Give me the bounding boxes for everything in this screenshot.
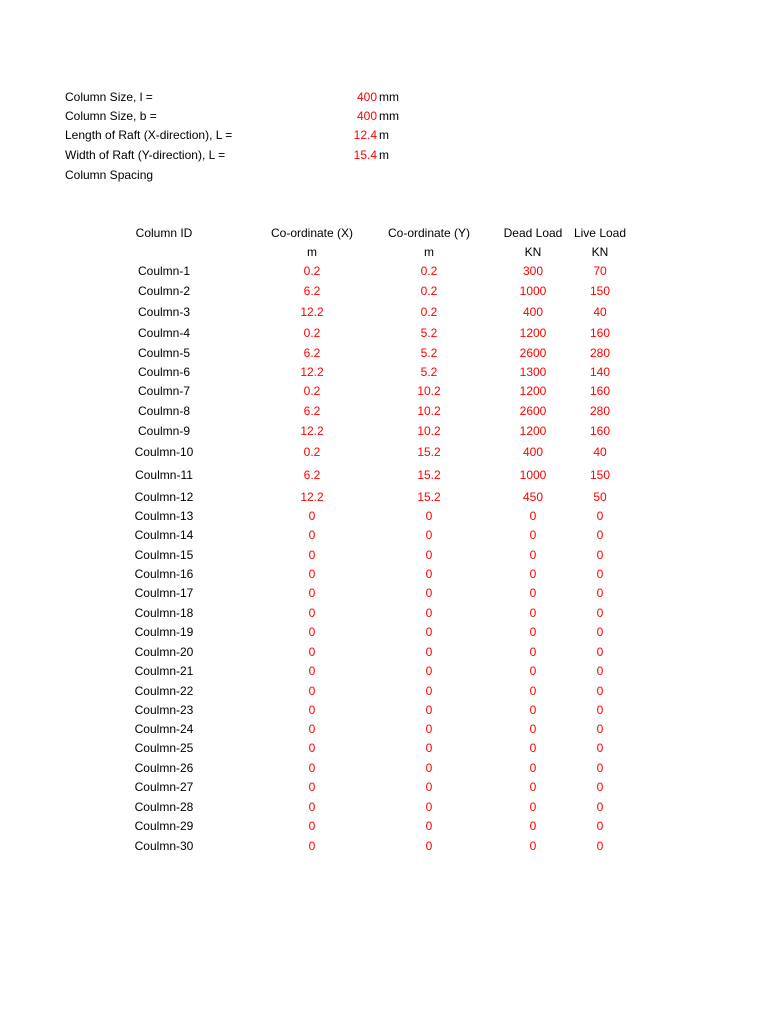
column-id-cell: Coulmn-26 [134, 761, 194, 775]
coordinate-x-cell: 0 [308, 528, 316, 542]
coordinate-y-cell: 0 [425, 741, 433, 755]
table-row [0, 586, 768, 606]
coordinate-y-cell: 5.2 [420, 326, 438, 340]
column-id-cell: Coulmn-13 [134, 509, 194, 523]
coordinate-y-cell: 5.2 [420, 365, 438, 379]
coordinate-x-cell: 0 [308, 819, 316, 833]
live-load-cell: 0 [596, 761, 604, 775]
table-row [0, 722, 768, 742]
column-id-cell: Coulmn-24 [134, 722, 194, 736]
column-id-cell: Coulmn-16 [134, 567, 194, 581]
dead-load-cell: 0 [529, 741, 537, 755]
table-row [0, 625, 768, 645]
live-load-cell: 0 [596, 528, 604, 542]
param-label: Column Spacing [65, 168, 154, 182]
coordinate-y-cell: 0 [425, 761, 433, 775]
table-row [0, 819, 768, 839]
dead-load-cell: 0 [529, 819, 537, 833]
table-row [0, 684, 768, 704]
column-id-cell: Coulmn-28 [134, 800, 194, 814]
dead-load-cell: 1300 [519, 365, 547, 379]
coordinate-x-cell: 0 [308, 586, 316, 600]
coordinate-x-cell: 0 [308, 567, 316, 581]
live-load-cell: 0 [596, 684, 604, 698]
param-unit: m [379, 128, 389, 142]
coordinate-x-cell: 0 [308, 606, 316, 620]
coordinate-x-cell: 0 [308, 741, 316, 755]
column-id-cell: Coulmn-17 [134, 586, 194, 600]
table-row [0, 548, 768, 568]
table-row [0, 424, 768, 444]
dead-load-cell: 1200 [519, 326, 547, 340]
coordinate-y-cell: 0 [425, 528, 433, 542]
live-load-cell: 0 [596, 722, 604, 736]
dead-load-cell: 0 [529, 703, 537, 717]
live-load-cell: 0 [596, 606, 604, 620]
coordinate-x-cell: 0 [308, 780, 316, 794]
live-load-cell: 40 [593, 445, 607, 459]
coordinate-x-cell: 0.2 [303, 264, 321, 278]
coordinate-y-cell: 0 [425, 684, 433, 698]
table-row [0, 264, 768, 284]
coordinate-y-cell: 15.2 [417, 468, 441, 482]
dead-load-cell: 0 [529, 800, 537, 814]
param-column-size-b [65, 109, 405, 128]
column-id-cell: Coulmn-8 [137, 404, 191, 418]
table-row [0, 761, 768, 781]
coordinate-y-cell: 0.2 [420, 284, 438, 298]
live-load-cell: 0 [596, 819, 604, 833]
coordinate-x-cell: 0.2 [303, 384, 321, 398]
column-id-cell: Coulmn-19 [134, 625, 194, 639]
coordinate-x-cell: 0.2 [303, 445, 321, 459]
live-load-cell: 0 [596, 741, 604, 755]
coordinate-x-cell: 0 [308, 839, 316, 853]
dead-load-cell: 1000 [519, 284, 547, 298]
coordinate-y-cell: 0 [425, 567, 433, 581]
live-load-cell: 150 [589, 468, 611, 482]
dead-load-cell: 2600 [519, 346, 547, 360]
live-load-cell: 140 [589, 365, 611, 379]
param-label: Length of Raft (X-direction), L = [65, 128, 233, 142]
param-unit: mm [379, 109, 399, 123]
column-id-cell: Coulmn-11 [135, 468, 193, 482]
coordinate-y-cell: 5.2 [420, 346, 438, 360]
dead-load-cell: 0 [529, 664, 537, 678]
param-value: 12.4 [353, 128, 377, 142]
coordinate-y-cell: 0 [425, 664, 433, 678]
coordinate-y-cell: 15.2 [417, 445, 441, 459]
coordinate-x-cell: 0.2 [303, 326, 321, 340]
param-value: 400 [356, 90, 377, 104]
dead-load-cell: 0 [529, 684, 537, 698]
table-row [0, 780, 768, 800]
coordinate-y-cell: 0 [425, 819, 433, 833]
dead-load-cell: 0 [529, 606, 537, 620]
live-load-cell: 160 [589, 326, 611, 340]
live-load-cell: 0 [596, 703, 604, 717]
header-coordinate-y: Co-ordinate (Y) [387, 226, 471, 240]
live-load-cell: 0 [596, 664, 604, 678]
param-label: Column Size, l = [65, 90, 153, 104]
coordinate-y-cell: 0 [425, 780, 433, 794]
column-id-cell: Coulmn-4 [137, 326, 191, 340]
param-label: Column Size, b = [65, 109, 157, 123]
table-row [0, 346, 768, 366]
coordinate-x-cell: 0 [308, 761, 316, 775]
param-unit: mm [379, 90, 399, 104]
param-raft-length [65, 128, 405, 147]
column-id-cell: Coulmn-3 [137, 305, 191, 319]
column-id-cell: Coulmn-30 [134, 839, 194, 853]
column-id-cell: Coulmn-27 [134, 780, 194, 794]
live-load-cell: 0 [596, 567, 604, 581]
dead-load-cell: 450 [522, 490, 544, 504]
dead-load-cell: 2600 [519, 404, 547, 418]
table-row [0, 490, 768, 510]
header-column-id: Column ID [135, 226, 193, 240]
table-row [0, 741, 768, 761]
table-row [0, 445, 768, 465]
coordinate-x-cell: 0 [308, 800, 316, 814]
coordinate-y-cell: 0 [425, 645, 433, 659]
coordinate-y-cell: 0 [425, 586, 433, 600]
coordinate-x-cell: 0 [308, 684, 316, 698]
header-unit-y: m [424, 245, 434, 259]
dead-load-cell: 0 [529, 548, 537, 562]
live-load-cell: 50 [593, 490, 607, 504]
header-live-load: Live Load [573, 226, 627, 240]
table-row [0, 567, 768, 587]
column-id-cell: Coulmn-9 [137, 424, 191, 438]
table-row [0, 284, 768, 304]
column-id-cell: Coulmn-25 [134, 741, 194, 755]
dead-load-cell: 0 [529, 586, 537, 600]
coordinate-x-cell: 12.2 [300, 305, 324, 319]
coordinate-y-cell: 0.2 [420, 305, 438, 319]
table-row [0, 326, 768, 346]
coordinate-x-cell: 0 [308, 509, 316, 523]
table-row [0, 606, 768, 626]
column-id-cell: Coulmn-2 [137, 284, 191, 298]
coordinate-y-cell: 0 [425, 548, 433, 562]
dead-load-cell: 0 [529, 780, 537, 794]
column-id-cell: Coulmn-23 [134, 703, 194, 717]
coordinate-x-cell: 0 [308, 625, 316, 639]
dead-load-cell: 300 [522, 264, 544, 278]
param-column-size-l [65, 90, 405, 109]
coordinate-y-cell: 10.2 [417, 424, 441, 438]
column-id-cell: Coulmn-12 [134, 490, 194, 504]
column-id-cell: Coulmn-6 [137, 365, 191, 379]
coordinate-y-cell: 0 [425, 509, 433, 523]
coordinate-y-cell: 0 [425, 839, 433, 853]
coordinate-y-cell: 0.2 [420, 264, 438, 278]
coordinate-y-cell: 10.2 [417, 404, 441, 418]
dead-load-cell: 400 [522, 305, 544, 319]
dead-load-cell: 0 [529, 509, 537, 523]
column-id-cell: Coulmn-22 [134, 684, 194, 698]
table-row [0, 509, 768, 529]
column-id-cell: Coulmn-29 [134, 819, 194, 833]
param-column-spacing [65, 168, 405, 187]
coordinate-x-cell: 6.2 [303, 404, 321, 418]
live-load-cell: 0 [596, 800, 604, 814]
dead-load-cell: 0 [529, 528, 537, 542]
table-row [0, 365, 768, 385]
coordinate-y-cell: 0 [425, 800, 433, 814]
column-id-cell: Coulmn-14 [134, 528, 194, 542]
coordinate-x-cell: 0 [308, 548, 316, 562]
coordinate-x-cell: 0 [308, 703, 316, 717]
coordinate-y-cell: 10.2 [417, 384, 441, 398]
coordinate-y-cell: 15.2 [417, 490, 441, 504]
dead-load-cell: 1200 [519, 424, 547, 438]
header-dead-load: Dead Load [503, 226, 563, 240]
coordinate-x-cell: 12.2 [300, 490, 324, 504]
coordinate-x-cell: 0 [308, 645, 316, 659]
coordinate-y-cell: 0 [425, 606, 433, 620]
table-row [0, 305, 768, 325]
coordinate-x-cell: 0 [308, 664, 316, 678]
coordinate-x-cell: 6.2 [303, 284, 321, 298]
dead-load-cell: 1000 [519, 468, 547, 482]
coordinate-x-cell: 12.2 [300, 424, 324, 438]
table-row [0, 404, 768, 424]
column-id-cell: Coulmn-1 [137, 264, 191, 278]
table-row [0, 839, 768, 859]
table-row [0, 703, 768, 723]
header-coordinate-x: Co-ordinate (X) [270, 226, 354, 240]
dead-load-cell: 0 [529, 839, 537, 853]
table-row [0, 468, 768, 488]
live-load-cell: 0 [596, 780, 604, 794]
live-load-cell: 0 [596, 839, 604, 853]
live-load-cell: 160 [589, 384, 611, 398]
live-load-cell: 0 [596, 625, 604, 639]
column-id-cell: Coulmn-15 [134, 548, 194, 562]
param-label: Width of Raft (Y-direction), L = [65, 148, 226, 162]
param-value: 15.4 [353, 148, 377, 162]
column-id-cell: Coulmn-20 [134, 645, 194, 659]
column-id-cell: Coulmn-21 [134, 664, 194, 678]
param-raft-width [65, 148, 405, 167]
dead-load-cell: 1200 [519, 384, 547, 398]
dead-load-cell: 0 [529, 761, 537, 775]
table-row [0, 528, 768, 548]
live-load-cell: 150 [589, 284, 611, 298]
column-id-cell: Coulmn-5 [137, 346, 191, 360]
live-load-cell: 0 [596, 586, 604, 600]
header-unit-x: m [307, 245, 317, 259]
table-row [0, 664, 768, 684]
coordinate-x-cell: 6.2 [303, 346, 321, 360]
header-unit-live: KN [591, 245, 609, 259]
coordinate-y-cell: 0 [425, 722, 433, 736]
coordinate-x-cell: 6.2 [303, 468, 321, 482]
coordinate-x-cell: 12.2 [300, 365, 324, 379]
live-load-cell: 0 [596, 548, 604, 562]
live-load-cell: 280 [589, 404, 611, 418]
live-load-cell: 280 [589, 346, 611, 360]
live-load-cell: 0 [596, 645, 604, 659]
dead-load-cell: 0 [529, 567, 537, 581]
column-id-cell: Coulmn-7 [137, 384, 191, 398]
coordinate-y-cell: 0 [425, 703, 433, 717]
coordinate-y-cell: 0 [425, 625, 433, 639]
live-load-cell: 40 [593, 305, 607, 319]
column-id-cell: Coulmn-10 [134, 445, 194, 459]
dead-load-cell: 400 [522, 445, 544, 459]
table-row [0, 800, 768, 820]
header-unit-dead: KN [524, 245, 542, 259]
table-row [0, 384, 768, 404]
column-id-cell: Coulmn-18 [134, 606, 194, 620]
dead-load-cell: 0 [529, 722, 537, 736]
param-unit: m [379, 148, 389, 162]
dead-load-cell: 0 [529, 625, 537, 639]
live-load-cell: 70 [593, 264, 607, 278]
param-value: 400 [356, 109, 377, 123]
coordinate-x-cell: 0 [308, 722, 316, 736]
live-load-cell: 160 [589, 424, 611, 438]
table-row [0, 645, 768, 665]
live-load-cell: 0 [596, 509, 604, 523]
dead-load-cell: 0 [529, 645, 537, 659]
